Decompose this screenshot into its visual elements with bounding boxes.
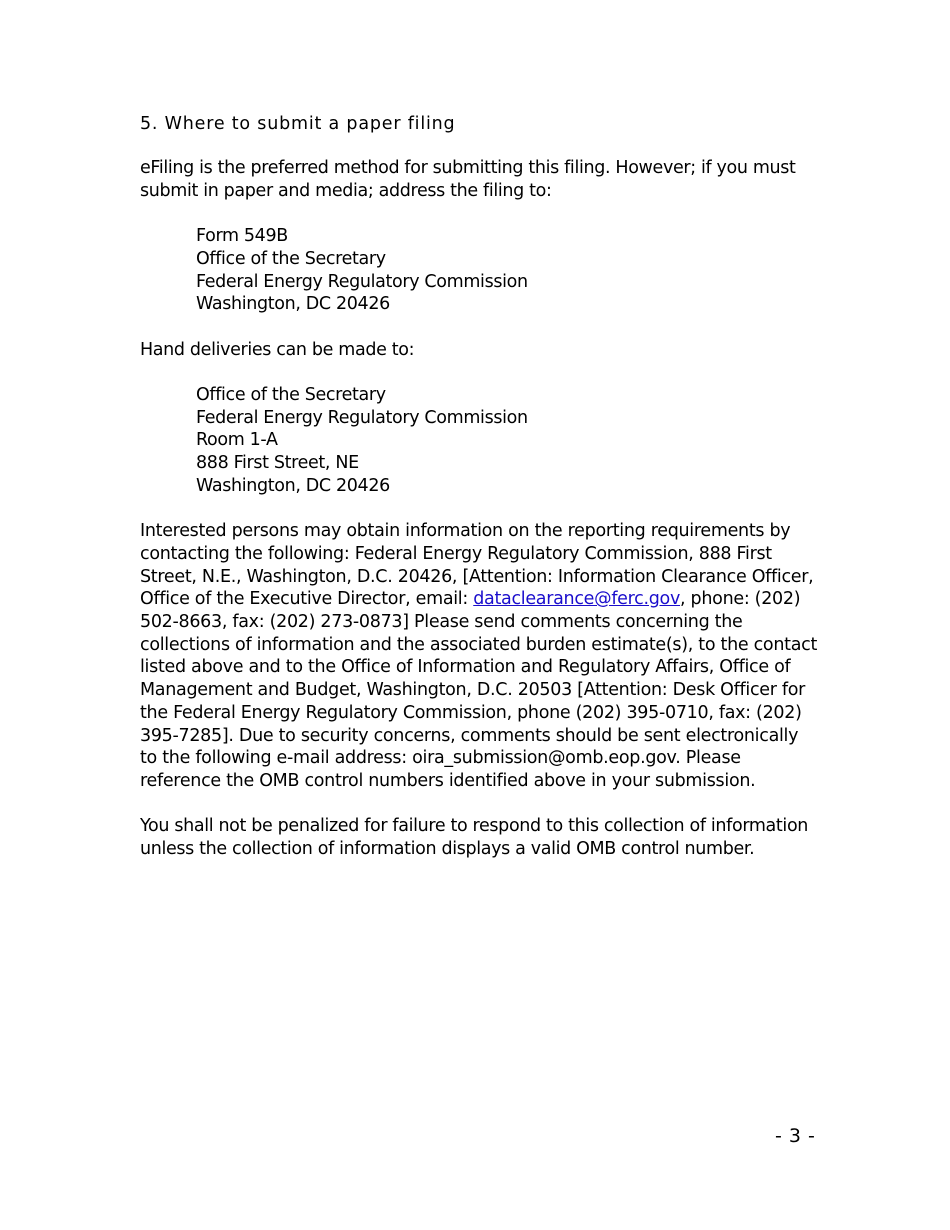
spacer [140,498,820,521]
spacer [140,202,820,225]
info-text-before-email: Interested persons may obtain information on the reporting requirements by contacting the following: Federal Energy Regulatory Commission, 888 First Street, N.E., Washington, D.C. 20426, [Attention: Information Clearance Officer, Office of the Executive Director, email: [140,521,814,610]
hand-delivery-address-line: Office of the Secretary [196,384,386,405]
hand-delivery-address-line: Washington, DC 20426 [196,475,390,496]
section-heading: 5. Where to submit a paper filing [140,114,456,134]
mail-address-line: Form 549B [196,226,288,247]
spacer [140,361,820,384]
mail-address-line: Washington, DC 20426 [196,294,390,315]
hand-delivery-address-line: Room 1-A [196,430,278,451]
penalty-paragraph: You shall not be penalized for failure to respond to this collection of information unless the collection of information displays a valid OMB control number. [140,816,809,860]
spacer [140,316,820,339]
info-text-after-email: , phone: (202) 502-8663, fax: (202) 273-0873] Please send comments concerning the collections of information and the associated burden estimate(s), to the contact listed above and to the Office of Information and Regulatory Affairs, Office of Management and Budget, Washington, D.C. 20503 [Attention: Desk Officer for the Federal Energy Regulatory Commission, phone (202) 395-0710, fax: (202) 395-7285]. Due to security concerns, comments should be sent electronically to the following e-mail address: oira_submission@omb.eop.gov. Please reference the OMB control numbers identified above in your submission. [140,589,818,791]
efiling-paragraph: eFiling is the preferred method for submitting this filing. However; if you must submit in paper and media; address the filing to: [140,158,796,201]
spacer [140,793,820,816]
hand-delivery-address-line: Federal Energy Regulatory Commission [196,407,528,428]
page-number: - 3 - [775,1125,816,1147]
hand-delivery-address-block [196,384,820,498]
hand-delivery-address-line: 888 First Street, NE [196,453,359,474]
info-paragraph [140,520,820,792]
mail-address-block [196,225,820,316]
mail-address-line: Office of the Secretary [196,248,386,269]
mail-address-line: Federal Energy Regulatory Commission [196,271,528,292]
email-link[interactable]: dataclearance@ferc.gov [473,589,681,610]
hand-delivery-intro: Hand deliveries can be made to: [140,339,415,360]
document-body [140,112,820,861]
